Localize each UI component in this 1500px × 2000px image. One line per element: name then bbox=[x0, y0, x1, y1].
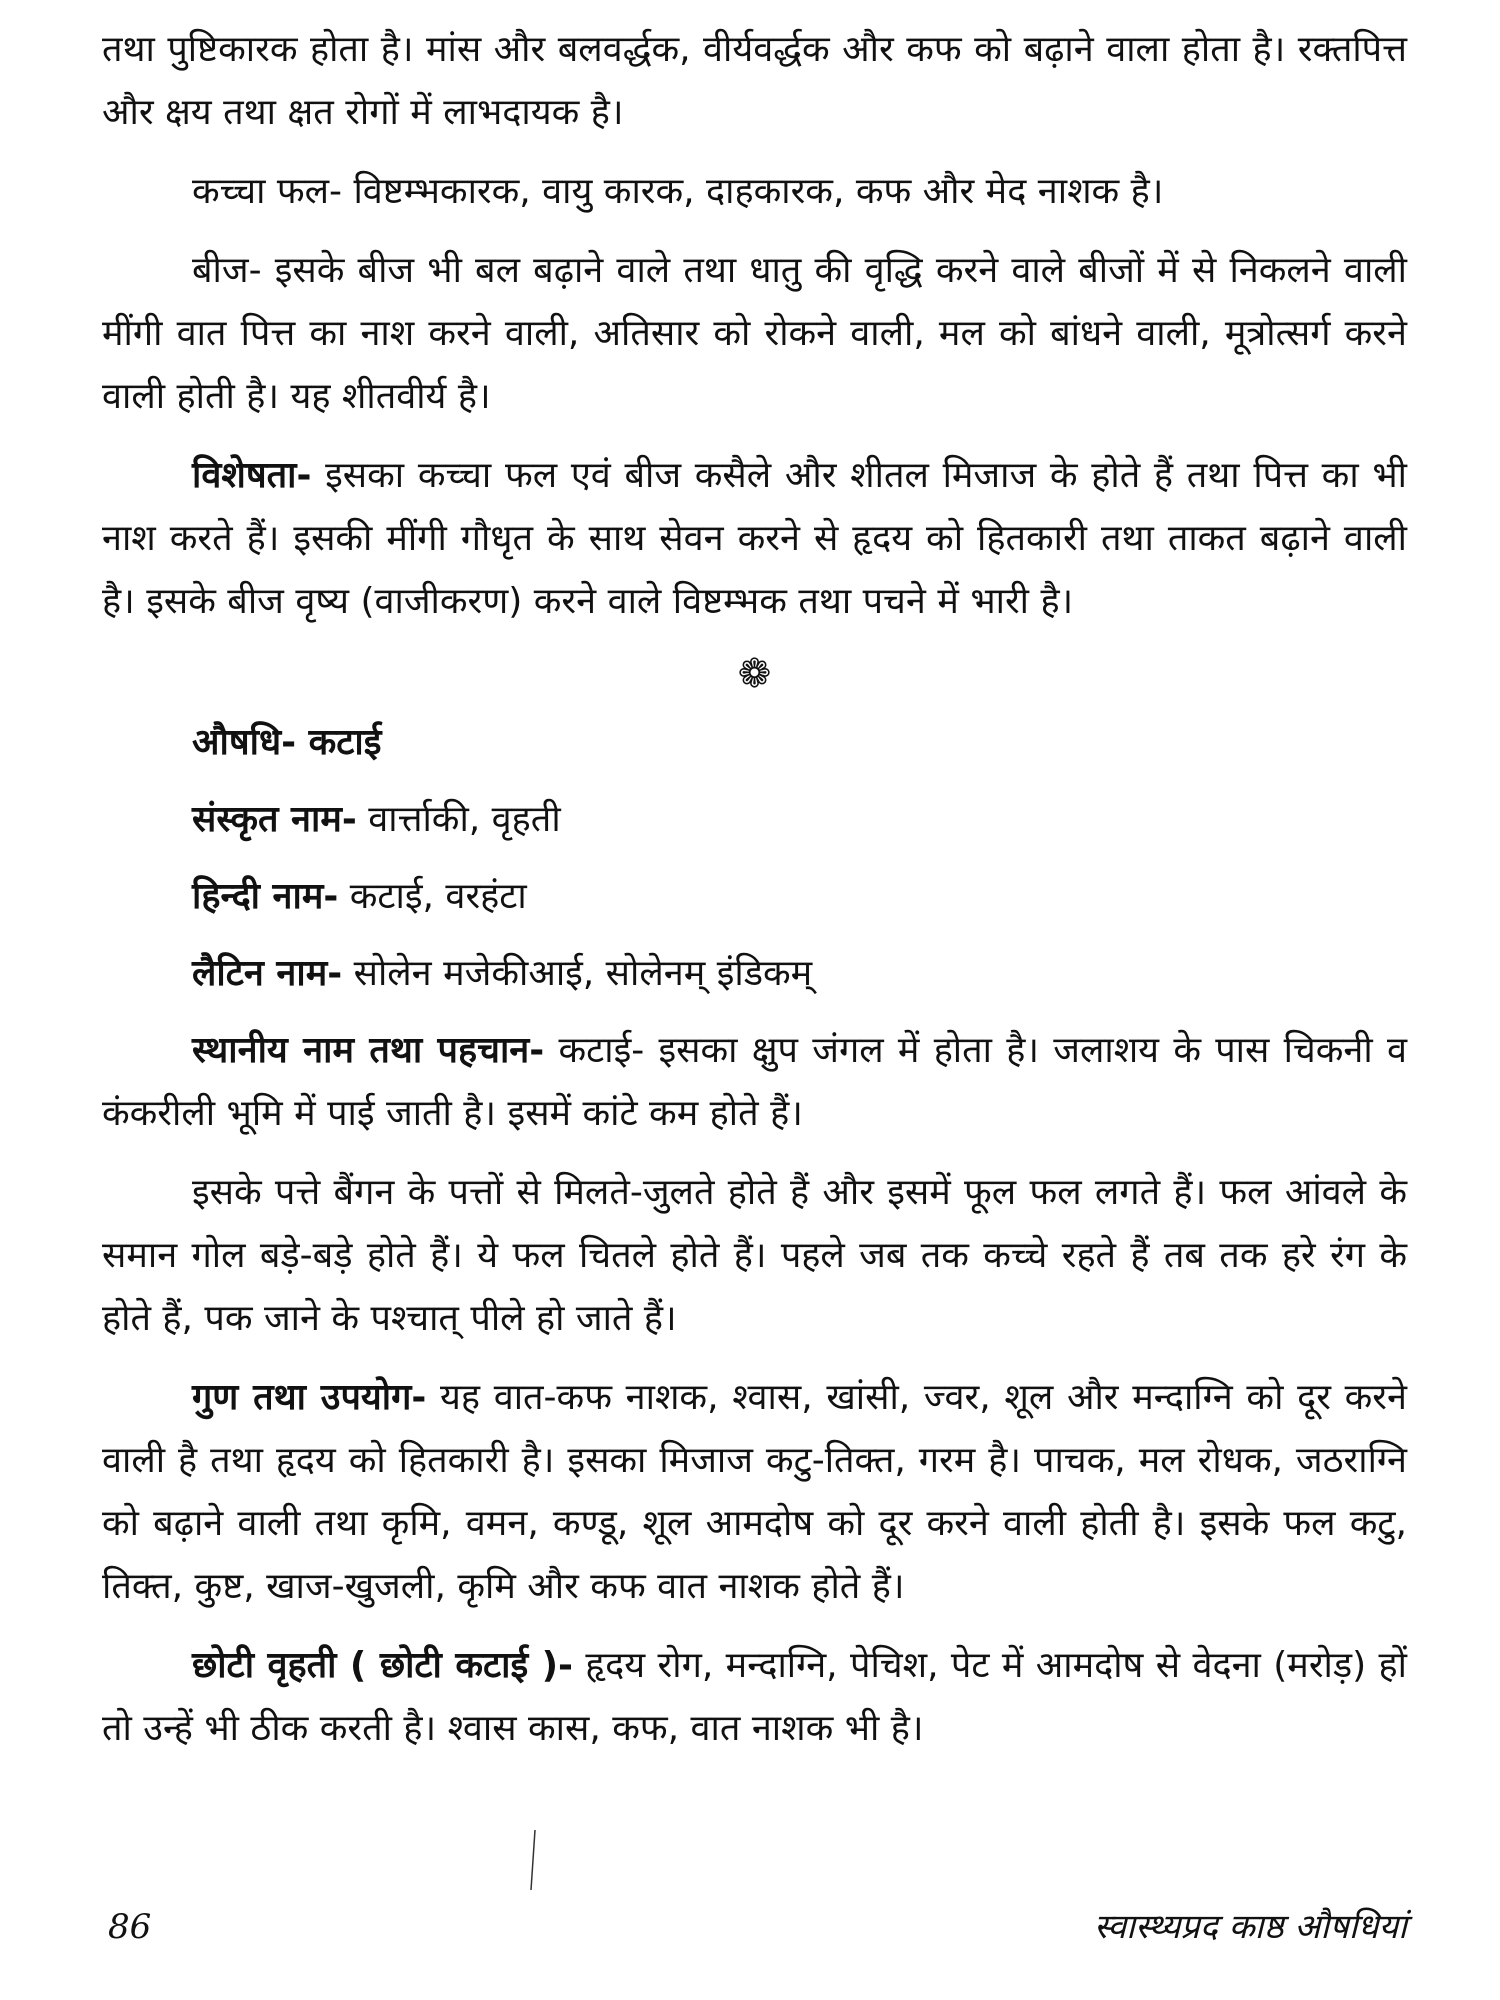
gun-term: गुण तथा उपयोग- bbox=[192, 1377, 427, 1418]
sanskrit-name-term: संस्कृत नाम- bbox=[192, 799, 357, 840]
book-title: स्वास्थ्यप्रद काष्ठ औषधियां bbox=[1094, 1907, 1407, 1947]
visheshta-term: विशेषता- bbox=[192, 455, 312, 496]
sanskrit-name-line bbox=[192, 788, 1407, 851]
hindi-name-text: कटाई, वरहंटा bbox=[338, 876, 527, 917]
hindi-name-term: हिन्दी नाम- bbox=[192, 876, 339, 917]
paragraph-beej: बीज- इसके बीज भी बल बढ़ाने वाले तथा धातु की वृद्धि करने वाले बीजों में से निकलने वाली मींगी वात पित्त का नाश करने वाली, अतिसार को रोकने वाली, मल को बांधने वाली, मूत्रोत्सर्ग करने वाली होती है। यह शीतवीर्य है। bbox=[102, 250, 1407, 417]
paragraph-kachcha-phal: कच्चा फल- विष्टम्भकारक, वायु कारक, दाहकारक, कफ और मेद नाशक है। bbox=[192, 171, 1164, 212]
sanskrit-name-text: वार्त्ताकी, वृहती bbox=[356, 799, 561, 840]
aushadhi-heading bbox=[192, 711, 1407, 774]
page-body bbox=[102, 18, 1407, 1776]
latin-name-term: लैटिन नाम- bbox=[192, 953, 343, 994]
section-divider-ornament: ❁ bbox=[737, 651, 772, 697]
visheshta-text: इसका कच्चा फल एवं बीज कसैले और शीतल मिजाज के होते हैं तथा पित्त का भी नाश करते हैं। इसकी मींगी गौधृत के साथ सेवन करने से हृदय को हितकारी तथा ताकत बढ़ाने वाली है। इसके बीज वृष्य (वाजीकरण) करने वाले विष्टम्भक तथा पचने में भारी है। bbox=[102, 455, 1407, 622]
latin-name-line bbox=[192, 942, 1407, 1005]
stray-pen-mark bbox=[530, 1830, 536, 1890]
paragraph-chhoti-vrihati bbox=[102, 1634, 1407, 1760]
paragraph-visheshta bbox=[102, 444, 1407, 633]
paragraph-continuation: तथा पुष्टिकारक होता है। मांस और बलवर्द्धक, वीर्यवर्द्धक और कफ को बढ़ाने वाला होता है। रक्तपित्त और क्षय तथा क्षत रोगों में लाभदायक है। bbox=[102, 29, 1407, 133]
sthaniya-text: कटाई- इसका क्षुप जंगल में होता है। जलाशय के पास चिकनी व कंकरीली भूमि में पाई जाती है। इसमें कांटे कम होते हैं। bbox=[102, 1030, 1407, 1134]
chhoti-term: छोटी वृहती ( छोटी कटाई )- bbox=[192, 1645, 573, 1686]
latin-name-text: सोलेन मजेकीआई, सोलेनम् इंडिकम् bbox=[342, 953, 813, 994]
sthaniya-term: स्थानीय नाम तथा पहचान- bbox=[192, 1030, 545, 1071]
hindi-name-line bbox=[192, 865, 1407, 928]
aushadhi-term: औषधि- कटाई bbox=[192, 722, 382, 763]
chhoti-text: हृदय रोग, मन्दाग्नि, पेचिश, पेट में आमदोष से वेदना (मरोड़) हों तो उन्हें भी ठीक करती है। श्वास कास, कफ, वात नाशक भी है। bbox=[102, 1645, 1407, 1749]
paragraph-sthaniya-naam bbox=[102, 1019, 1407, 1145]
page-number: 86 bbox=[108, 1907, 152, 1947]
paragraph-patte: इसके पत्ते बैंगन के पत्तों से मिलते-जुलते होते हैं और इसमें फूल फल लगते हैं। फल आंवले के समान गोल बड़े-बड़े होते हैं। ये फल चितले होते हैं। पहले जब तक कच्चे रहते हैं तब तक हरे रंग के होते हैं, पक जाने के पश्चात् पीले हो जाते हैं। bbox=[102, 1172, 1407, 1339]
gun-text: यह वात-कफ नाशक, श्वास, खांसी, ज्वर, शूल और मन्दाग्नि को दूर करने वाली है तथा हृदय को हितकारी है। इसका मिजाज कटु-तिक्त, गरम है। पाचक, मल रोधक, जठराग्नि को बढ़ाने वाली तथा कृमि, वमन, कण्डू, शूल आमदोष को दूर करने वाली होती है। इसके फल कटु, तिक्त, कुष्ट, खाज-खुजली, कृमि और कफ वात नाशक होते हैं। bbox=[102, 1377, 1407, 1607]
paragraph-gun-upyog bbox=[102, 1366, 1407, 1618]
